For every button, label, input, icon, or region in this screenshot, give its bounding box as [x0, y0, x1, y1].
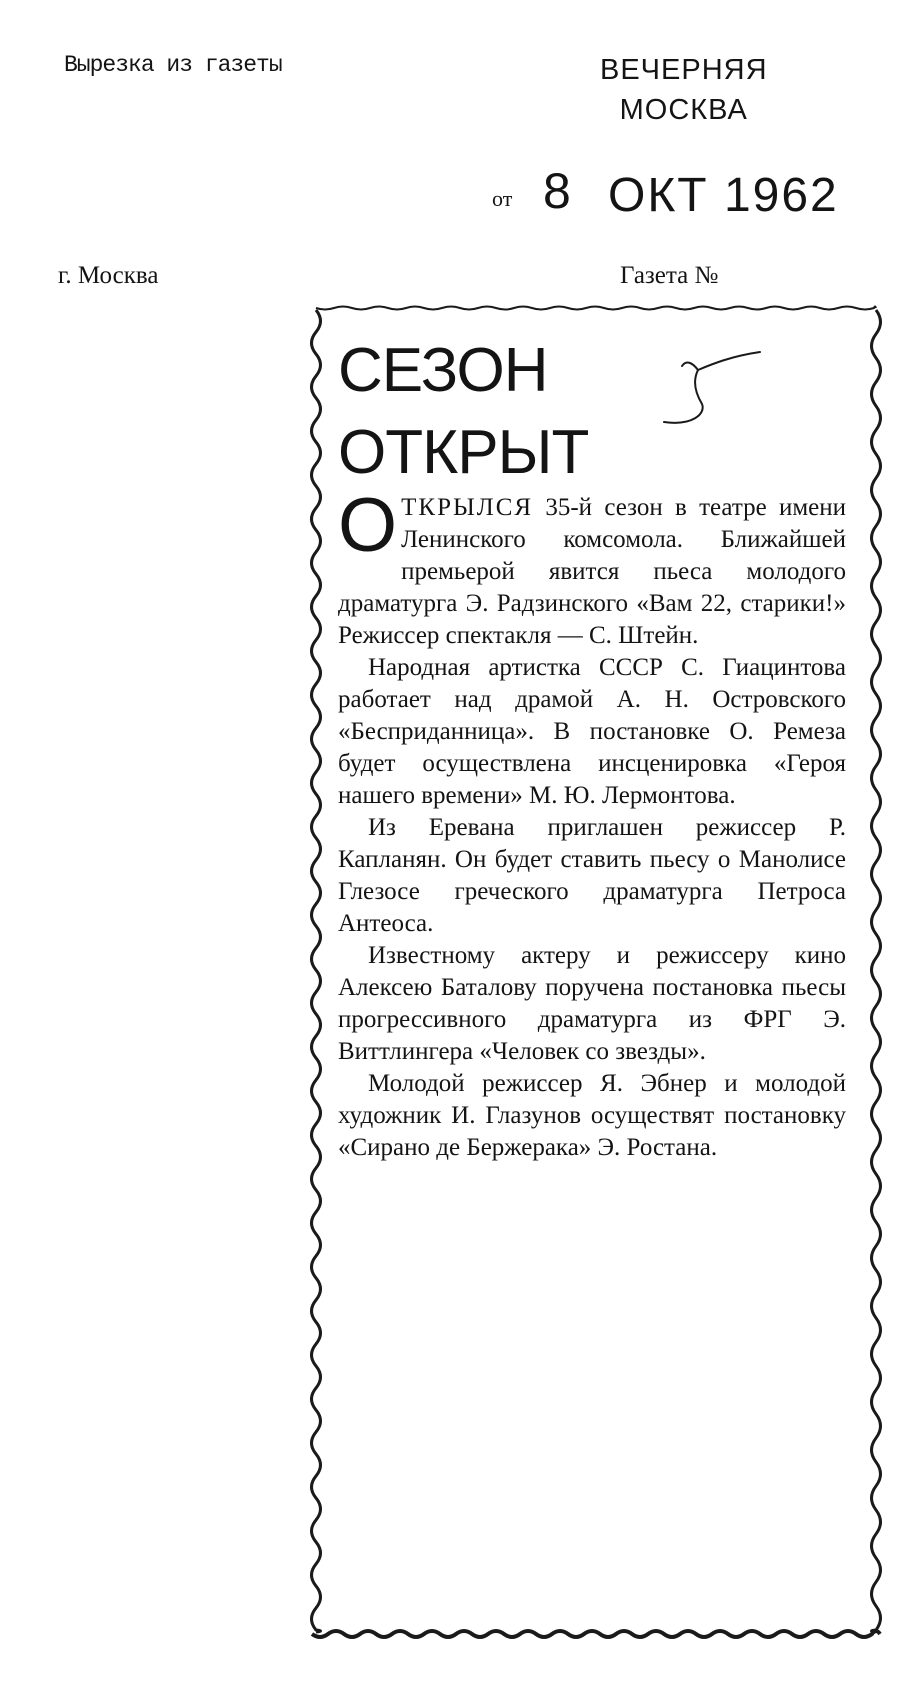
paragraph-3: Из Еревана приглашен режиссер Р. Капланян. Он будет ставить пьесу о Манолисе Глезосе греческого драматурга Петроса Антеоса.	[338, 814, 846, 937]
city-label: г. Москва	[58, 262, 159, 289]
paragraph-2: Народная артистка СССР С. Гиацинтова работает над драмой А. Н. Островского «Бесприданница». В постановке О. Ремеза будет осуществлена инсценировка «Героя нашего времени» М. Ю. Лермонтова.	[338, 654, 846, 809]
newspaper-name	[600, 50, 768, 130]
issue-label: Газета №	[620, 262, 719, 289]
date-day: 8	[543, 163, 571, 219]
bottom-edge	[312, 1631, 880, 1637]
date-stamp: ОКТ 1962	[608, 169, 839, 222]
top-edge	[316, 307, 876, 310]
newspaper-name-line2: МОСКВА	[619, 94, 748, 126]
paragraph-1-text: 35-й сезон в театре имени Ленинского комсомола. Ближайшей премьерой явится пьеса молодого драматурга Э. Радзинского «Вам 22, старики!» Режиссер спектакля — С. Штейн.	[338, 494, 846, 649]
newspaper-clipping	[302, 302, 890, 1652]
article-body	[338, 483, 846, 1164]
date-prefix: от	[492, 186, 513, 211]
left-edge	[312, 310, 321, 1632]
headline	[338, 330, 588, 494]
lead-word: ТКРЫЛСЯ	[401, 494, 534, 521]
headline-line2: ОТКРЫТ	[338, 418, 589, 487]
paragraph-4: Известному актеру и режиссеру кино Алексею Баталову поручена постановка пьесы прогрессивного драматурга из ФРГ Э. Виттлингера «Человек со звезды».	[338, 942, 846, 1065]
headline-line1: СЕЗОН	[338, 336, 548, 405]
newspaper-name-line1: ВЕЧЕРНЯЯ	[600, 54, 768, 86]
right-edge	[872, 310, 881, 1632]
dropcap: О	[338, 483, 398, 568]
paragraph-5: Молодой режиссер Я. Эбнер и молодой художник И. Глазунов осуществят постановку «Сирано де Бержерака» Э. Ростана.	[338, 1070, 846, 1161]
paragraph-1	[338, 483, 846, 652]
handwritten-mark	[652, 342, 772, 432]
clip-label: Вырезка из газеты	[64, 52, 282, 78]
